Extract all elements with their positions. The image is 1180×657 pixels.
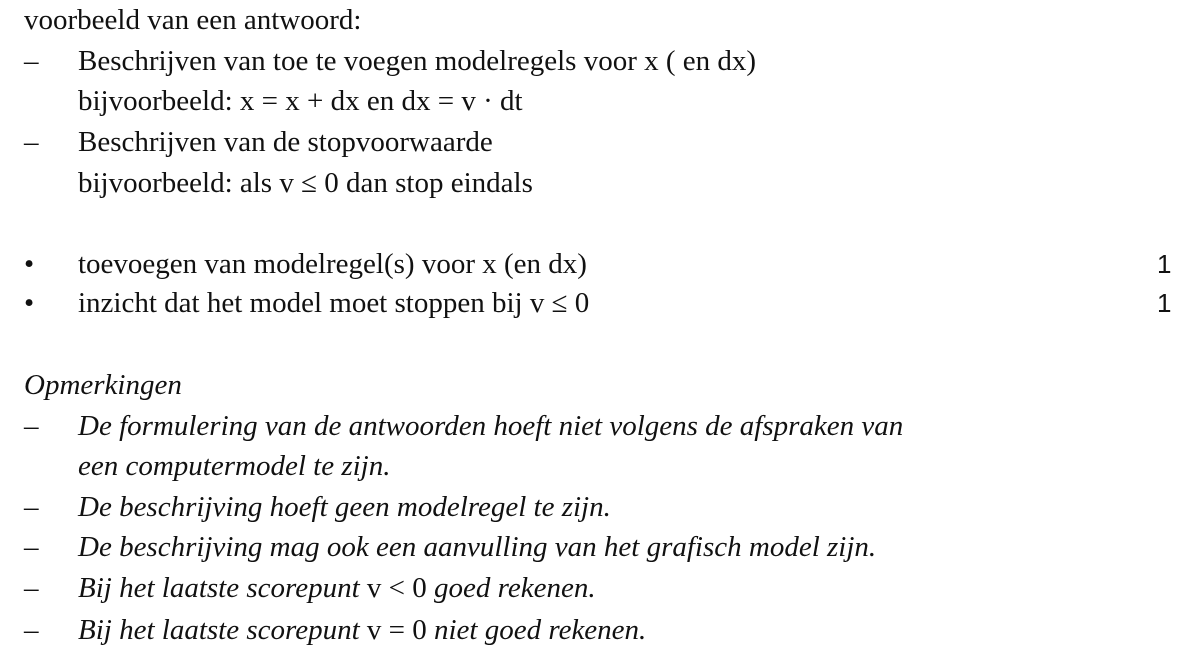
dash-marker: – — [24, 491, 39, 523]
example-item-2-subtext: bijvoorbeeld: als v ≤ 0 dan stop eindals — [78, 167, 533, 199]
remark-3-text: De beschrijving mag ook een aanvulling van het grafisch model zijn. — [78, 531, 877, 563]
dash-marker: – — [24, 572, 39, 604]
example-item-2-text: Beschrijven van de stopvoorwaarde — [78, 126, 493, 158]
bullet-marker: • — [24, 287, 35, 319]
intro-text: voorbeeld van een antwoord: — [24, 4, 362, 36]
dash-marker: – — [24, 410, 39, 442]
remark-1-line-2: een computermodel te zijn. — [78, 450, 391, 482]
dash-marker: – — [24, 45, 39, 77]
dash-marker: – — [24, 531, 39, 563]
remark-4-pre: Bij het laatste scorepunt — [78, 572, 360, 604]
scoring-row-1-points: 1 — [1157, 249, 1172, 279]
example-item-1-subtext: bijvoorbeeld: x = x + dx en dx = v · dt — [78, 85, 523, 117]
scoring-row-1-text: toevoegen van modelregel(s) voor x (en dx) — [78, 248, 587, 280]
remark-4-math: v < 0 — [366, 572, 427, 604]
remark-2-text: De beschrijving hoeft geen modelregel te zijn. — [78, 491, 611, 523]
dash-marker: – — [24, 614, 39, 646]
scoring-row-1 — [0, 244, 1180, 284]
remark-4-text — [78, 568, 596, 608]
scoring-row-2-points: 1 — [1157, 288, 1172, 318]
remark-4-post: goed rekenen. — [434, 572, 596, 604]
remark-5-math: v = 0 — [366, 614, 427, 646]
scoring-row-2 — [0, 283, 1180, 323]
remark-5-pre: Bij het laatste scorepunt — [78, 614, 360, 646]
scoring-row-2-text: inzicht dat het model moet stoppen bij v ≤ 0 — [78, 287, 590, 319]
bullet-marker: • — [24, 248, 35, 280]
dash-marker: – — [24, 126, 39, 158]
remark-5-text — [78, 610, 646, 650]
example-item-1-text: Beschrijven van toe te voegen modelregels voor x ( en dx) — [78, 45, 757, 77]
remark-1-line-1: De formulering van de antwoorden hoeft niet volgens de afspraken van — [78, 410, 904, 442]
remarks-heading: Opmerkingen — [24, 369, 182, 401]
remark-5-post: niet goed rekenen. — [434, 614, 647, 646]
